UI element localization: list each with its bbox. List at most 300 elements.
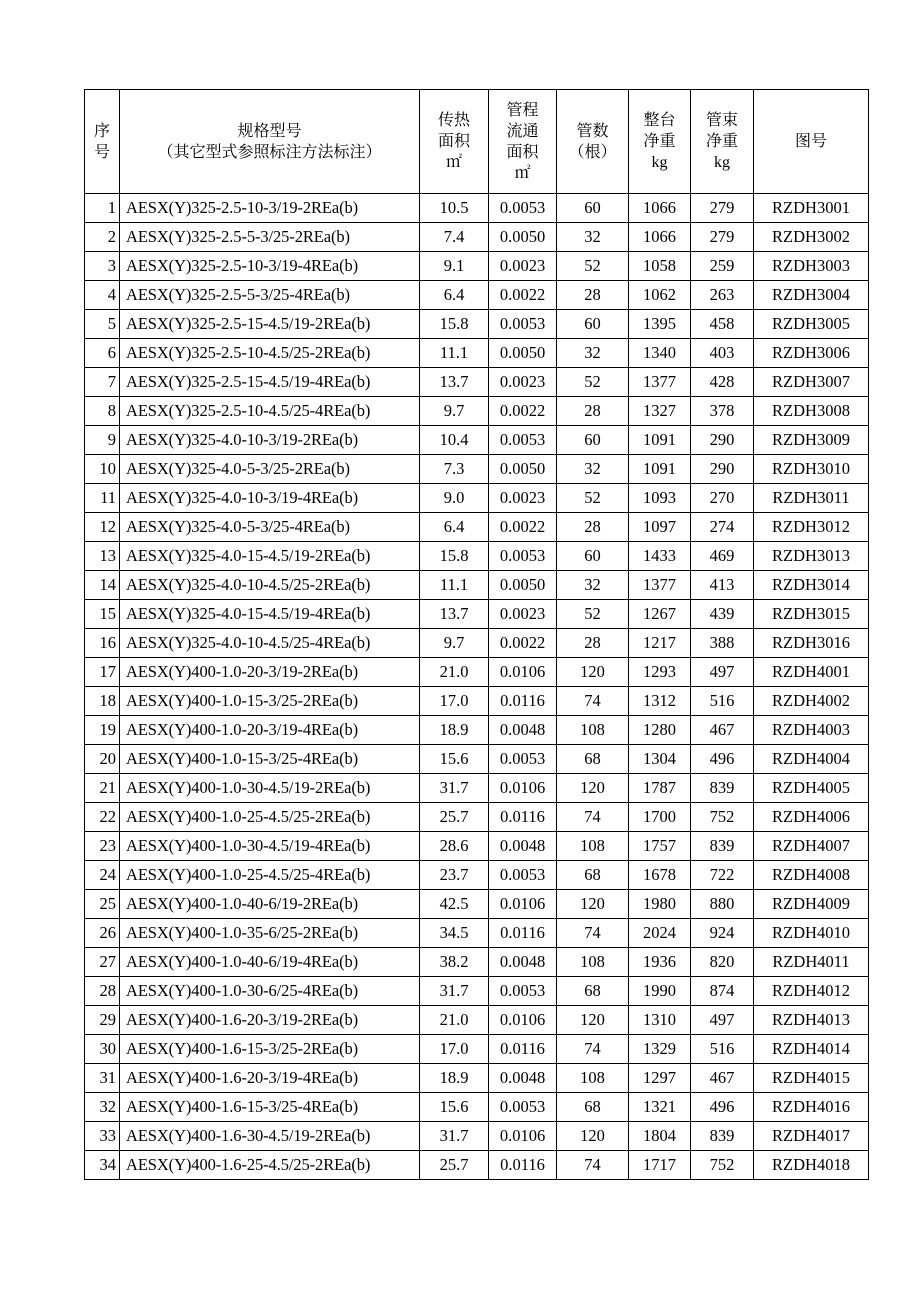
drawing-number-cell: RZDH3002 (754, 223, 869, 252)
tube-count-cell: 74 (557, 687, 629, 716)
row-number: 7 (85, 368, 120, 397)
total-weight-cell: 1310 (629, 1006, 691, 1035)
bundle-weight-cell: 874 (691, 977, 754, 1006)
heat-area-cell: 10.4 (420, 426, 489, 455)
drawing-number-cell: RZDH3015 (754, 600, 869, 629)
header-bundle-weight: 管束 净重 kg (691, 90, 754, 194)
bundle-weight-cell: 469 (691, 542, 754, 571)
bundle-weight-cell: 496 (691, 1093, 754, 1122)
flow-area-cell: 0.0053 (489, 542, 557, 571)
header-tube-count: 管数 （根） (557, 90, 629, 194)
flow-area-cell: 0.0023 (489, 600, 557, 629)
tube-count-cell: 60 (557, 426, 629, 455)
total-weight-cell: 1097 (629, 513, 691, 542)
row-number: 31 (85, 1064, 120, 1093)
tube-count-cell: 32 (557, 455, 629, 484)
drawing-number-cell: RZDH4009 (754, 890, 869, 919)
flow-area-cell: 0.0106 (489, 774, 557, 803)
drawing-number-cell: RZDH3007 (754, 368, 869, 397)
drawing-number-cell: RZDH3006 (754, 339, 869, 368)
tube-count-cell: 32 (557, 223, 629, 252)
row-number: 23 (85, 832, 120, 861)
flow-area-cell: 0.0053 (489, 977, 557, 1006)
header-heat-area: 传热 面积 ㎡ (420, 90, 489, 194)
table-row (85, 1064, 869, 1093)
model-cell: AESX(Y)400-1.0-25-4.5/25-2REa(b) (120, 803, 420, 832)
total-weight-cell: 1267 (629, 600, 691, 629)
drawing-number-cell: RZDH3005 (754, 310, 869, 339)
table-body (85, 194, 869, 1180)
row-number: 26 (85, 919, 120, 948)
flow-area-cell: 0.0048 (489, 716, 557, 745)
model-cell: AESX(Y)325-2.5-15-4.5/19-4REa(b) (120, 368, 420, 397)
flow-area-cell: 0.0106 (489, 890, 557, 919)
flow-area-cell: 0.0106 (489, 658, 557, 687)
model-cell: AESX(Y)400-1.6-20-3/19-4REa(b) (120, 1064, 420, 1093)
total-weight-cell: 1312 (629, 687, 691, 716)
model-cell: AESX(Y)325-4.0-10-3/19-2REa(b) (120, 426, 420, 455)
total-weight-cell: 1066 (629, 223, 691, 252)
model-cell: AESX(Y)400-1.0-25-4.5/25-4REa(b) (120, 861, 420, 890)
table-row (85, 455, 869, 484)
bundle-weight-cell: 279 (691, 223, 754, 252)
flow-area-cell: 0.0053 (489, 861, 557, 890)
heat-area-cell: 11.1 (420, 571, 489, 600)
row-number: 6 (85, 339, 120, 368)
drawing-number-cell: RZDH4013 (754, 1006, 869, 1035)
table-row (85, 658, 869, 687)
heat-area-cell: 17.0 (420, 687, 489, 716)
table-row (85, 1093, 869, 1122)
row-number: 8 (85, 397, 120, 426)
total-weight-cell: 1936 (629, 948, 691, 977)
table-row (85, 368, 869, 397)
model-cell: AESX(Y)400-1.0-30-4.5/19-2REa(b) (120, 774, 420, 803)
row-number: 10 (85, 455, 120, 484)
table-row (85, 687, 869, 716)
flow-area-cell: 0.0116 (489, 1035, 557, 1064)
model-cell: AESX(Y)400-1.0-30-4.5/19-4REa(b) (120, 832, 420, 861)
flow-area-cell: 0.0050 (489, 223, 557, 252)
tube-count-cell: 32 (557, 339, 629, 368)
flow-area-cell: 0.0048 (489, 948, 557, 977)
flow-area-cell: 0.0053 (489, 426, 557, 455)
tube-count-cell: 108 (557, 716, 629, 745)
flow-area-cell: 0.0053 (489, 194, 557, 223)
table-row (85, 919, 869, 948)
row-number: 14 (85, 571, 120, 600)
flow-area-cell: 0.0116 (489, 803, 557, 832)
heat-area-cell: 31.7 (420, 774, 489, 803)
flow-area-cell: 0.0053 (489, 310, 557, 339)
tube-count-cell: 52 (557, 600, 629, 629)
total-weight-cell: 1804 (629, 1122, 691, 1151)
heat-area-cell: 6.4 (420, 281, 489, 310)
row-number: 4 (85, 281, 120, 310)
bundle-weight-cell: 263 (691, 281, 754, 310)
bundle-weight-cell: 279 (691, 194, 754, 223)
drawing-number-cell: RZDH4005 (754, 774, 869, 803)
bundle-weight-cell: 413 (691, 571, 754, 600)
model-cell: AESX(Y)325-4.0-10-3/19-4REa(b) (120, 484, 420, 513)
row-number: 3 (85, 252, 120, 281)
total-weight-cell: 1091 (629, 455, 691, 484)
bundle-weight-cell: 388 (691, 629, 754, 658)
tube-count-cell: 74 (557, 919, 629, 948)
model-cell: AESX(Y)325-2.5-10-4.5/25-4REa(b) (120, 397, 420, 426)
tube-count-cell: 60 (557, 310, 629, 339)
drawing-number-cell: RZDH4012 (754, 977, 869, 1006)
row-number: 27 (85, 948, 120, 977)
heat-area-cell: 23.7 (420, 861, 489, 890)
model-cell: AESX(Y)400-1.0-30-6/25-4REa(b) (120, 977, 420, 1006)
heat-area-cell: 21.0 (420, 658, 489, 687)
bundle-weight-cell: 458 (691, 310, 754, 339)
model-cell: AESX(Y)325-2.5-10-3/19-2REa(b) (120, 194, 420, 223)
heat-area-cell: 17.0 (420, 1035, 489, 1064)
heat-area-cell: 21.0 (420, 1006, 489, 1035)
table-row (85, 629, 869, 658)
bundle-weight-cell: 516 (691, 1035, 754, 1064)
bundle-weight-cell: 752 (691, 803, 754, 832)
heat-area-cell: 15.8 (420, 310, 489, 339)
tube-count-cell: 28 (557, 281, 629, 310)
row-number: 28 (85, 977, 120, 1006)
model-cell: AESX(Y)400-1.6-25-4.5/25-2REa(b) (120, 1151, 420, 1180)
total-weight-cell: 2024 (629, 919, 691, 948)
tube-count-cell: 120 (557, 1006, 629, 1035)
tube-count-cell: 120 (557, 658, 629, 687)
table-row (85, 716, 869, 745)
total-weight-cell: 1297 (629, 1064, 691, 1093)
total-weight-cell: 1062 (629, 281, 691, 310)
model-cell: AESX(Y)325-4.0-15-4.5/19-2REa(b) (120, 542, 420, 571)
table-row (85, 832, 869, 861)
drawing-number-cell: RZDH4003 (754, 716, 869, 745)
heat-area-cell: 31.7 (420, 1122, 489, 1151)
tube-count-cell: 108 (557, 1064, 629, 1093)
tube-count-cell: 52 (557, 252, 629, 281)
table-row (85, 194, 869, 223)
bundle-weight-cell: 820 (691, 948, 754, 977)
bundle-weight-cell: 290 (691, 455, 754, 484)
tube-count-cell: 108 (557, 832, 629, 861)
total-weight-cell: 1293 (629, 658, 691, 687)
model-cell: AESX(Y)400-1.6-15-3/25-4REa(b) (120, 1093, 420, 1122)
flow-area-cell: 0.0022 (489, 629, 557, 658)
heat-area-cell: 25.7 (420, 1151, 489, 1180)
model-cell: AESX(Y)325-2.5-10-4.5/25-2REa(b) (120, 339, 420, 368)
flow-area-cell: 0.0023 (489, 368, 557, 397)
bundle-weight-cell: 467 (691, 1064, 754, 1093)
row-number: 19 (85, 716, 120, 745)
total-weight-cell: 1377 (629, 368, 691, 397)
flow-area-cell: 0.0116 (489, 1151, 557, 1180)
model-cell: AESX(Y)325-2.5-15-4.5/19-2REa(b) (120, 310, 420, 339)
table-row (85, 484, 869, 513)
row-number: 2 (85, 223, 120, 252)
drawing-number-cell: RZDH4007 (754, 832, 869, 861)
heat-area-cell: 28.6 (420, 832, 489, 861)
row-number: 9 (85, 426, 120, 455)
model-cell: AESX(Y)400-1.6-20-3/19-2REa(b) (120, 1006, 420, 1035)
heat-area-cell: 9.7 (420, 397, 489, 426)
heat-area-cell: 13.7 (420, 600, 489, 629)
total-weight-cell: 1066 (629, 194, 691, 223)
drawing-number-cell: RZDH4014 (754, 1035, 869, 1064)
table-row (85, 977, 869, 1006)
total-weight-cell: 1787 (629, 774, 691, 803)
drawing-number-cell: RZDH4011 (754, 948, 869, 977)
drawing-number-cell: RZDH4002 (754, 687, 869, 716)
drawing-number-cell: RZDH3011 (754, 484, 869, 513)
drawing-number-cell: RZDH3016 (754, 629, 869, 658)
spec-table (84, 89, 869, 1180)
bundle-weight-cell: 467 (691, 716, 754, 745)
bundle-weight-cell: 924 (691, 919, 754, 948)
heat-area-cell: 25.7 (420, 803, 489, 832)
model-cell: AESX(Y)325-4.0-10-4.5/25-2REa(b) (120, 571, 420, 600)
row-number: 11 (85, 484, 120, 513)
total-weight-cell: 1217 (629, 629, 691, 658)
drawing-number-cell: RZDH3014 (754, 571, 869, 600)
flow-area-cell: 0.0053 (489, 1093, 557, 1122)
drawing-number-cell: RZDH3009 (754, 426, 869, 455)
flow-area-cell: 0.0050 (489, 339, 557, 368)
flow-area-cell: 0.0116 (489, 919, 557, 948)
table-row (85, 542, 869, 571)
row-number: 21 (85, 774, 120, 803)
bundle-weight-cell: 270 (691, 484, 754, 513)
total-weight-cell: 1377 (629, 571, 691, 600)
model-cell: AESX(Y)400-1.0-40-6/19-2REa(b) (120, 890, 420, 919)
bundle-weight-cell: 516 (691, 687, 754, 716)
table-row (85, 948, 869, 977)
heat-area-cell: 42.5 (420, 890, 489, 919)
table-row (85, 1006, 869, 1035)
model-cell: AESX(Y)400-1.0-15-3/25-4REa(b) (120, 745, 420, 774)
header-drawing-number: 图号 (754, 90, 869, 194)
tube-count-cell: 68 (557, 977, 629, 1006)
row-number: 13 (85, 542, 120, 571)
heat-area-cell: 38.2 (420, 948, 489, 977)
heat-area-cell: 9.0 (420, 484, 489, 513)
table-row (85, 397, 869, 426)
model-cell: AESX(Y)325-4.0-15-4.5/19-4REa(b) (120, 600, 420, 629)
total-weight-cell: 1678 (629, 861, 691, 890)
bundle-weight-cell: 403 (691, 339, 754, 368)
tube-count-cell: 120 (557, 1122, 629, 1151)
heat-area-cell: 7.3 (420, 455, 489, 484)
heat-area-cell: 9.1 (420, 252, 489, 281)
row-number: 12 (85, 513, 120, 542)
header-total-weight: 整台 净重 kg (629, 90, 691, 194)
bundle-weight-cell: 439 (691, 600, 754, 629)
model-cell: AESX(Y)325-2.5-10-3/19-4REa(b) (120, 252, 420, 281)
drawing-number-cell: RZDH4010 (754, 919, 869, 948)
bundle-weight-cell: 497 (691, 658, 754, 687)
tube-count-cell: 28 (557, 397, 629, 426)
bundle-weight-cell: 274 (691, 513, 754, 542)
row-number: 17 (85, 658, 120, 687)
total-weight-cell: 1091 (629, 426, 691, 455)
heat-area-cell: 18.9 (420, 716, 489, 745)
table-row (85, 890, 869, 919)
model-cell: AESX(Y)325-2.5-5-3/25-2REa(b) (120, 223, 420, 252)
model-cell: AESX(Y)400-1.0-20-3/19-4REa(b) (120, 716, 420, 745)
tube-count-cell: 68 (557, 1093, 629, 1122)
tube-count-cell: 52 (557, 368, 629, 397)
table-row (85, 513, 869, 542)
row-number: 5 (85, 310, 120, 339)
model-cell: AESX(Y)400-1.6-30-4.5/19-2REa(b) (120, 1122, 420, 1151)
drawing-number-cell: RZDH4006 (754, 803, 869, 832)
total-weight-cell: 1058 (629, 252, 691, 281)
tube-count-cell: 60 (557, 194, 629, 223)
heat-area-cell: 15.6 (420, 745, 489, 774)
header-flow-area: 管程 流通 面积 ㎡ (489, 90, 557, 194)
model-cell: AESX(Y)400-1.0-15-3/25-2REa(b) (120, 687, 420, 716)
drawing-number-cell: RZDH3013 (754, 542, 869, 571)
drawing-number-cell: RZDH4004 (754, 745, 869, 774)
drawing-number-cell: RZDH3012 (754, 513, 869, 542)
row-number: 24 (85, 861, 120, 890)
flow-area-cell: 0.0022 (489, 513, 557, 542)
tube-count-cell: 74 (557, 1035, 629, 1064)
table-row (85, 1122, 869, 1151)
row-number: 15 (85, 600, 120, 629)
model-cell: AESX(Y)400-1.6-15-3/25-2REa(b) (120, 1035, 420, 1064)
flow-area-cell: 0.0048 (489, 1064, 557, 1093)
heat-area-cell: 11.1 (420, 339, 489, 368)
tube-count-cell: 108 (557, 948, 629, 977)
total-weight-cell: 1280 (629, 716, 691, 745)
total-weight-cell: 1433 (629, 542, 691, 571)
drawing-number-cell: RZDH4018 (754, 1151, 869, 1180)
heat-area-cell: 6.4 (420, 513, 489, 542)
total-weight-cell: 1321 (629, 1093, 691, 1122)
tube-count-cell: 32 (557, 571, 629, 600)
flow-area-cell: 0.0023 (489, 484, 557, 513)
total-weight-cell: 1395 (629, 310, 691, 339)
flow-area-cell: 0.0050 (489, 455, 557, 484)
flow-area-cell: 0.0116 (489, 687, 557, 716)
tube-count-cell: 52 (557, 484, 629, 513)
table-row (85, 223, 869, 252)
row-number: 30 (85, 1035, 120, 1064)
tube-count-cell: 60 (557, 542, 629, 571)
header-seq: 序 号 (85, 90, 120, 194)
flow-area-cell: 0.0050 (489, 571, 557, 600)
model-cell: AESX(Y)325-4.0-5-3/25-2REa(b) (120, 455, 420, 484)
model-cell: AESX(Y)400-1.0-40-6/19-4REa(b) (120, 948, 420, 977)
bundle-weight-cell: 722 (691, 861, 754, 890)
table-row (85, 571, 869, 600)
bundle-weight-cell: 839 (691, 1122, 754, 1151)
heat-area-cell: 15.6 (420, 1093, 489, 1122)
bundle-weight-cell: 497 (691, 1006, 754, 1035)
flow-area-cell: 0.0106 (489, 1006, 557, 1035)
tube-count-cell: 74 (557, 803, 629, 832)
heat-area-cell: 34.5 (420, 919, 489, 948)
tube-count-cell: 74 (557, 1151, 629, 1180)
flow-area-cell: 0.0048 (489, 832, 557, 861)
table-row (85, 281, 869, 310)
table-row (85, 774, 869, 803)
heat-area-cell: 15.8 (420, 542, 489, 571)
table-row (85, 600, 869, 629)
tube-count-cell: 120 (557, 890, 629, 919)
flow-area-cell: 0.0106 (489, 1122, 557, 1151)
bundle-weight-cell: 428 (691, 368, 754, 397)
bundle-weight-cell: 496 (691, 745, 754, 774)
model-cell: AESX(Y)325-4.0-5-3/25-4REa(b) (120, 513, 420, 542)
heat-area-cell: 7.4 (420, 223, 489, 252)
drawing-number-cell: RZDH3001 (754, 194, 869, 223)
bundle-weight-cell: 752 (691, 1151, 754, 1180)
row-number: 33 (85, 1122, 120, 1151)
total-weight-cell: 1990 (629, 977, 691, 1006)
row-number: 34 (85, 1151, 120, 1180)
table-row (85, 426, 869, 455)
bundle-weight-cell: 290 (691, 426, 754, 455)
bundle-weight-cell: 259 (691, 252, 754, 281)
total-weight-cell: 1757 (629, 832, 691, 861)
drawing-number-cell: RZDH3004 (754, 281, 869, 310)
heat-area-cell: 13.7 (420, 368, 489, 397)
tube-count-cell: 28 (557, 629, 629, 658)
model-cell: AESX(Y)325-4.0-10-4.5/25-4REa(b) (120, 629, 420, 658)
total-weight-cell: 1304 (629, 745, 691, 774)
drawing-number-cell: RZDH3008 (754, 397, 869, 426)
total-weight-cell: 1327 (629, 397, 691, 426)
row-number: 22 (85, 803, 120, 832)
row-number: 25 (85, 890, 120, 919)
drawing-number-cell: RZDH4017 (754, 1122, 869, 1151)
row-number: 1 (85, 194, 120, 223)
drawing-number-cell: RZDH4015 (754, 1064, 869, 1093)
drawing-number-cell: RZDH3003 (754, 252, 869, 281)
heat-area-cell: 10.5 (420, 194, 489, 223)
tube-count-cell: 68 (557, 745, 629, 774)
row-number: 20 (85, 745, 120, 774)
model-cell: AESX(Y)325-2.5-5-3/25-4REa(b) (120, 281, 420, 310)
drawing-number-cell: RZDH3010 (754, 455, 869, 484)
heat-area-cell: 9.7 (420, 629, 489, 658)
heat-area-cell: 31.7 (420, 977, 489, 1006)
bundle-weight-cell: 378 (691, 397, 754, 426)
total-weight-cell: 1700 (629, 803, 691, 832)
bundle-weight-cell: 880 (691, 890, 754, 919)
total-weight-cell: 1340 (629, 339, 691, 368)
tube-count-cell: 28 (557, 513, 629, 542)
flow-area-cell: 0.0053 (489, 745, 557, 774)
drawing-number-cell: RZDH4016 (754, 1093, 869, 1122)
table-row (85, 803, 869, 832)
row-number: 29 (85, 1006, 120, 1035)
header-row (85, 90, 869, 194)
total-weight-cell: 1717 (629, 1151, 691, 1180)
flow-area-cell: 0.0022 (489, 397, 557, 426)
row-number: 16 (85, 629, 120, 658)
tube-count-cell: 120 (557, 774, 629, 803)
bundle-weight-cell: 839 (691, 832, 754, 861)
row-number: 32 (85, 1093, 120, 1122)
drawing-number-cell: RZDH4001 (754, 658, 869, 687)
table-row (85, 861, 869, 890)
bundle-weight-cell: 839 (691, 774, 754, 803)
table-row (85, 252, 869, 281)
